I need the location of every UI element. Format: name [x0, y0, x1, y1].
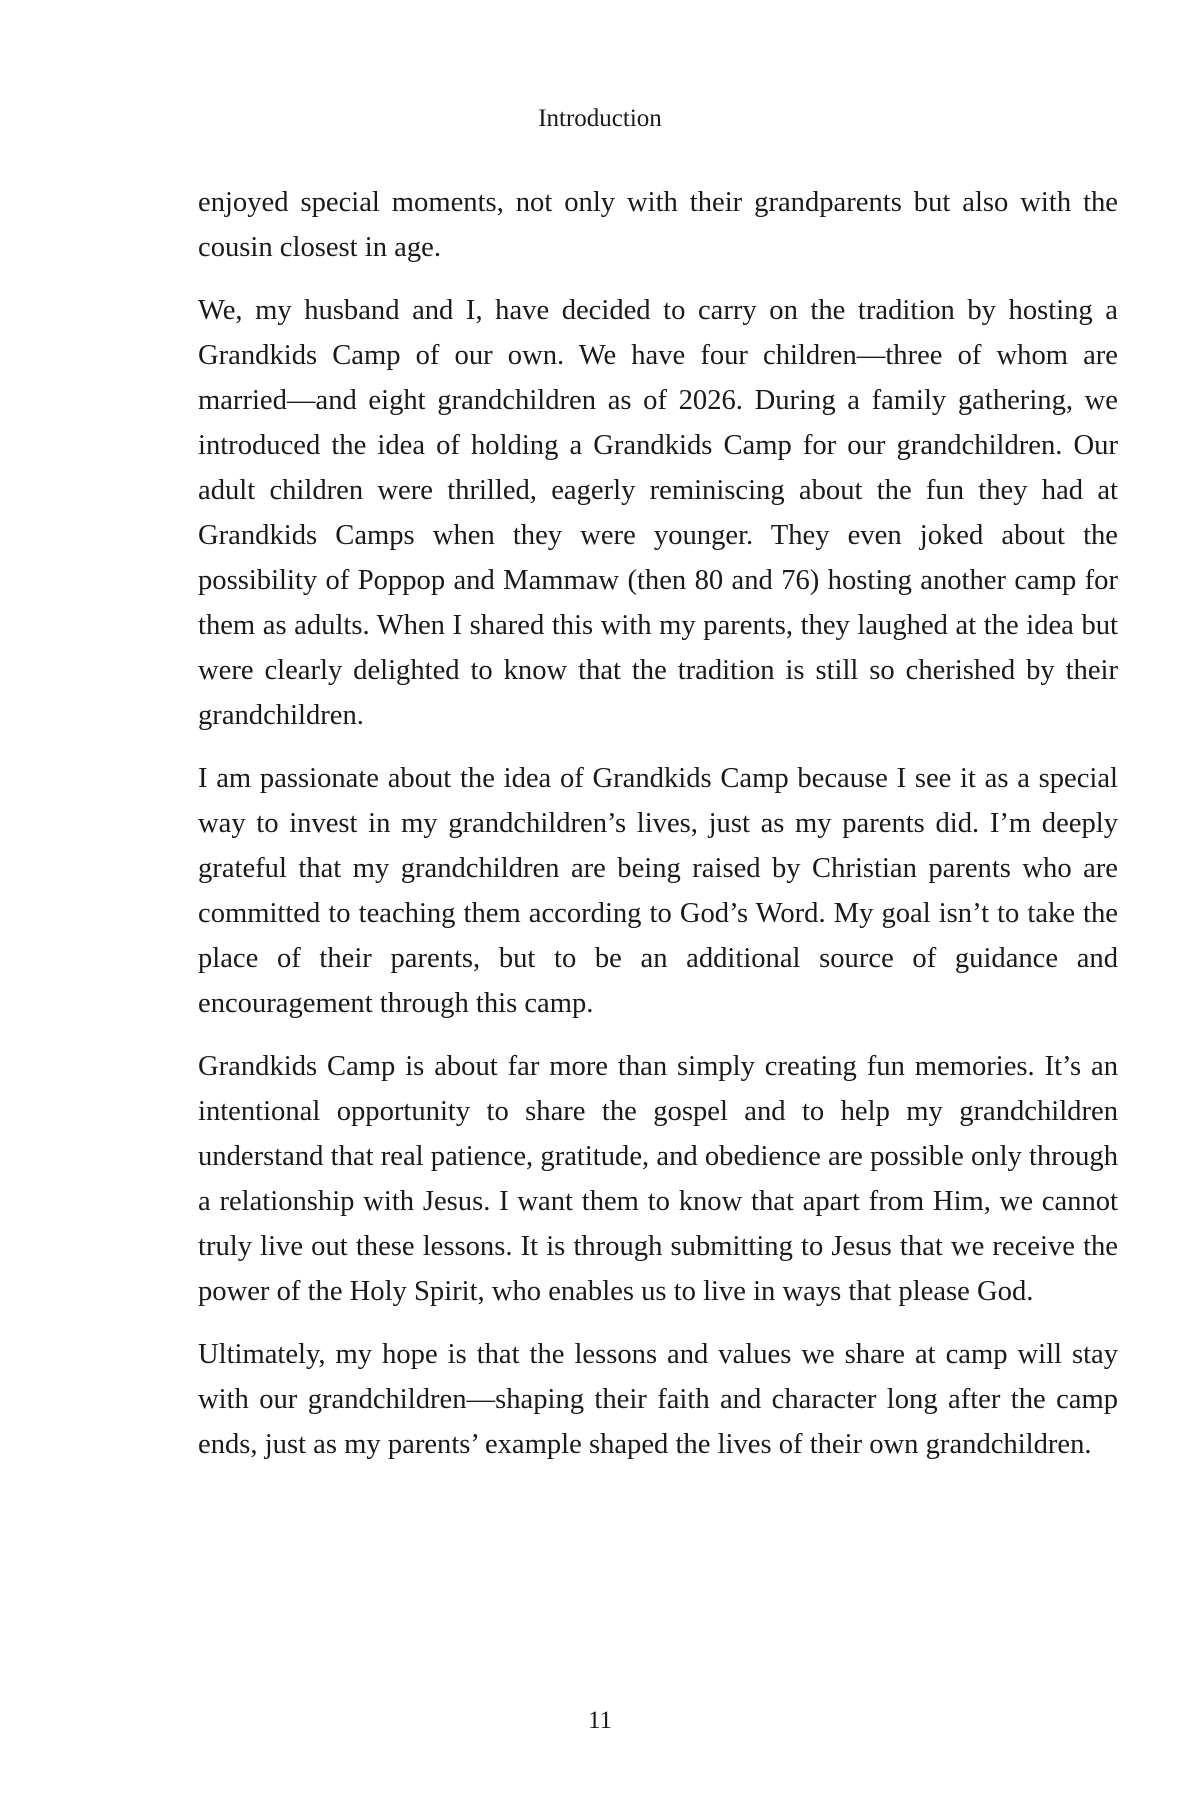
paragraph-1: enjoyed special moments, not only with their grandparents but also with the cousin closest in age.: [198, 187, 1118, 263]
paragraph-5: Ultimately, my hope is that the lessons and values we share at camp will stay with our grandchildren—shaping their faith and character long after the camp ends, just as my parents’ example shaped the lives of their own grandchildren.: [198, 1339, 1118, 1460]
body-text: [198, 180, 1118, 1485]
running-header: Introduction: [538, 105, 662, 132]
paragraph-4: Grandkids Camp is about far more than simply creating fun memories. It’s an intentional opportunity to share the gospel and to help my grandchildren understand that real patience, gratitude, and obedience are possible only through a relationship with Jesus. I want them to know that apart from Him, we cannot truly live out these lessons. It is through submitting to Jesus that we receive the power of the Holy Spirit, who enables us to live in ways that please God.: [198, 1051, 1118, 1307]
paragraph-2: We, my husband and I, have decided to carry on the tradition by hosting a Grandkids Camp of our own. We have four children—three of whom are married—and eight grandchildren as of 2026. During a family gathering, we introduced the idea of holding a Grandkids Camp for our grandchildren. Our adult children were thrilled, eagerly reminiscing about the fun they had at Grandkids Camps when they were younger. They even joked about the possibility of Poppop and Mammaw (then 80 and 76) hosting another camp for them as adults. When I shared this with my parents, they laughed at the idea but were clearly delighted to know that the tradition is still so cherished by their grandchildren.: [198, 295, 1118, 731]
paragraph-3: I am passionate about the idea of Grandkids Camp because I see it as a special way to invest in my grandchildren’s lives, just as my parents did. I’m deeply grateful that my grandchildren are being raised by Christian parents who are committed to teaching them according to God’s Word. My goal isn’t to take the place of their parents, but to be an additional source of guidance and encouragement through this camp.: [198, 763, 1118, 1019]
page-number: 11: [587, 1707, 613, 1734]
